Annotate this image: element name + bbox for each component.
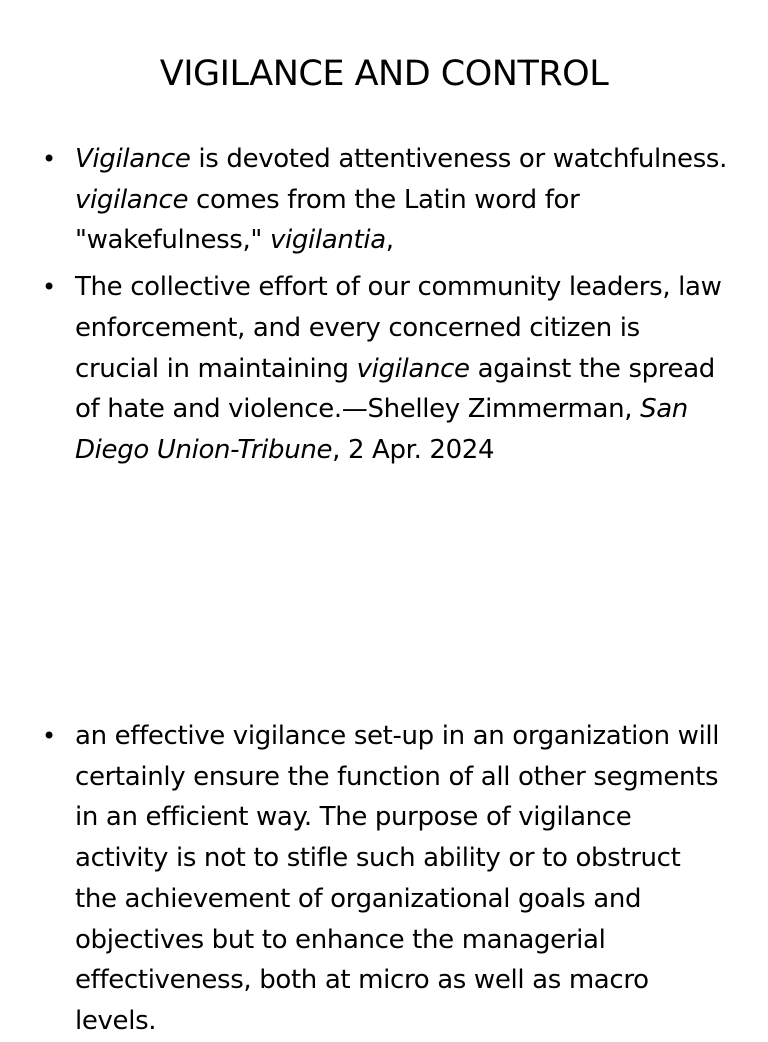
- bullet-organization: [0, 716, 768, 1042]
- slide-title: VIGILANCE AND CONTROL: [159, 54, 609, 94]
- latin-term: vigilantia: [269, 225, 386, 256]
- bullet-list-bottom: [0, 716, 768, 1042]
- definition-text: is devoted attentiveness or watchfulness.: [190, 144, 728, 174]
- term-italic: vigilance: [356, 353, 470, 384]
- term-italic: Vigilance: [75, 144, 191, 174]
- bullet-quote: [0, 267, 768, 471]
- quote-text: The collective effort of our community leaders, law enforcement, and every concerned citizen is crucial in maintaining: [75, 272, 722, 384]
- bullet-dot-icon: •: [42, 273, 56, 302]
- quote-attribution: against the spread of hate and violence.—Shelley Zimmerman,: [75, 353, 715, 425]
- bullet-dot-icon: •: [42, 145, 56, 173]
- organization-text: an effective vigilance set-up in an organization will certainly ensure the function of all other segments in an efficient way. The purpose of vigilance activity is not to stifle such ability or to obstruct the achievement of organizational goals and objectives but to enhance the managerial effectiveness, both at micro as well as macro levels.: [75, 721, 720, 1036]
- etymology-text: comes from the Latin word for "wakefulness,": [75, 184, 580, 256]
- bullet-list-top: [0, 139, 768, 471]
- term-italic: vigilance: [75, 184, 189, 215]
- bullet-dot-icon: •: [42, 722, 56, 750]
- quote-date: , 2 Apr. 2024: [332, 434, 495, 465]
- publication-name: San Diego Union-Tribune: [75, 394, 688, 465]
- punctuation: ,: [385, 225, 394, 256]
- bullet-definition: [0, 139, 768, 261]
